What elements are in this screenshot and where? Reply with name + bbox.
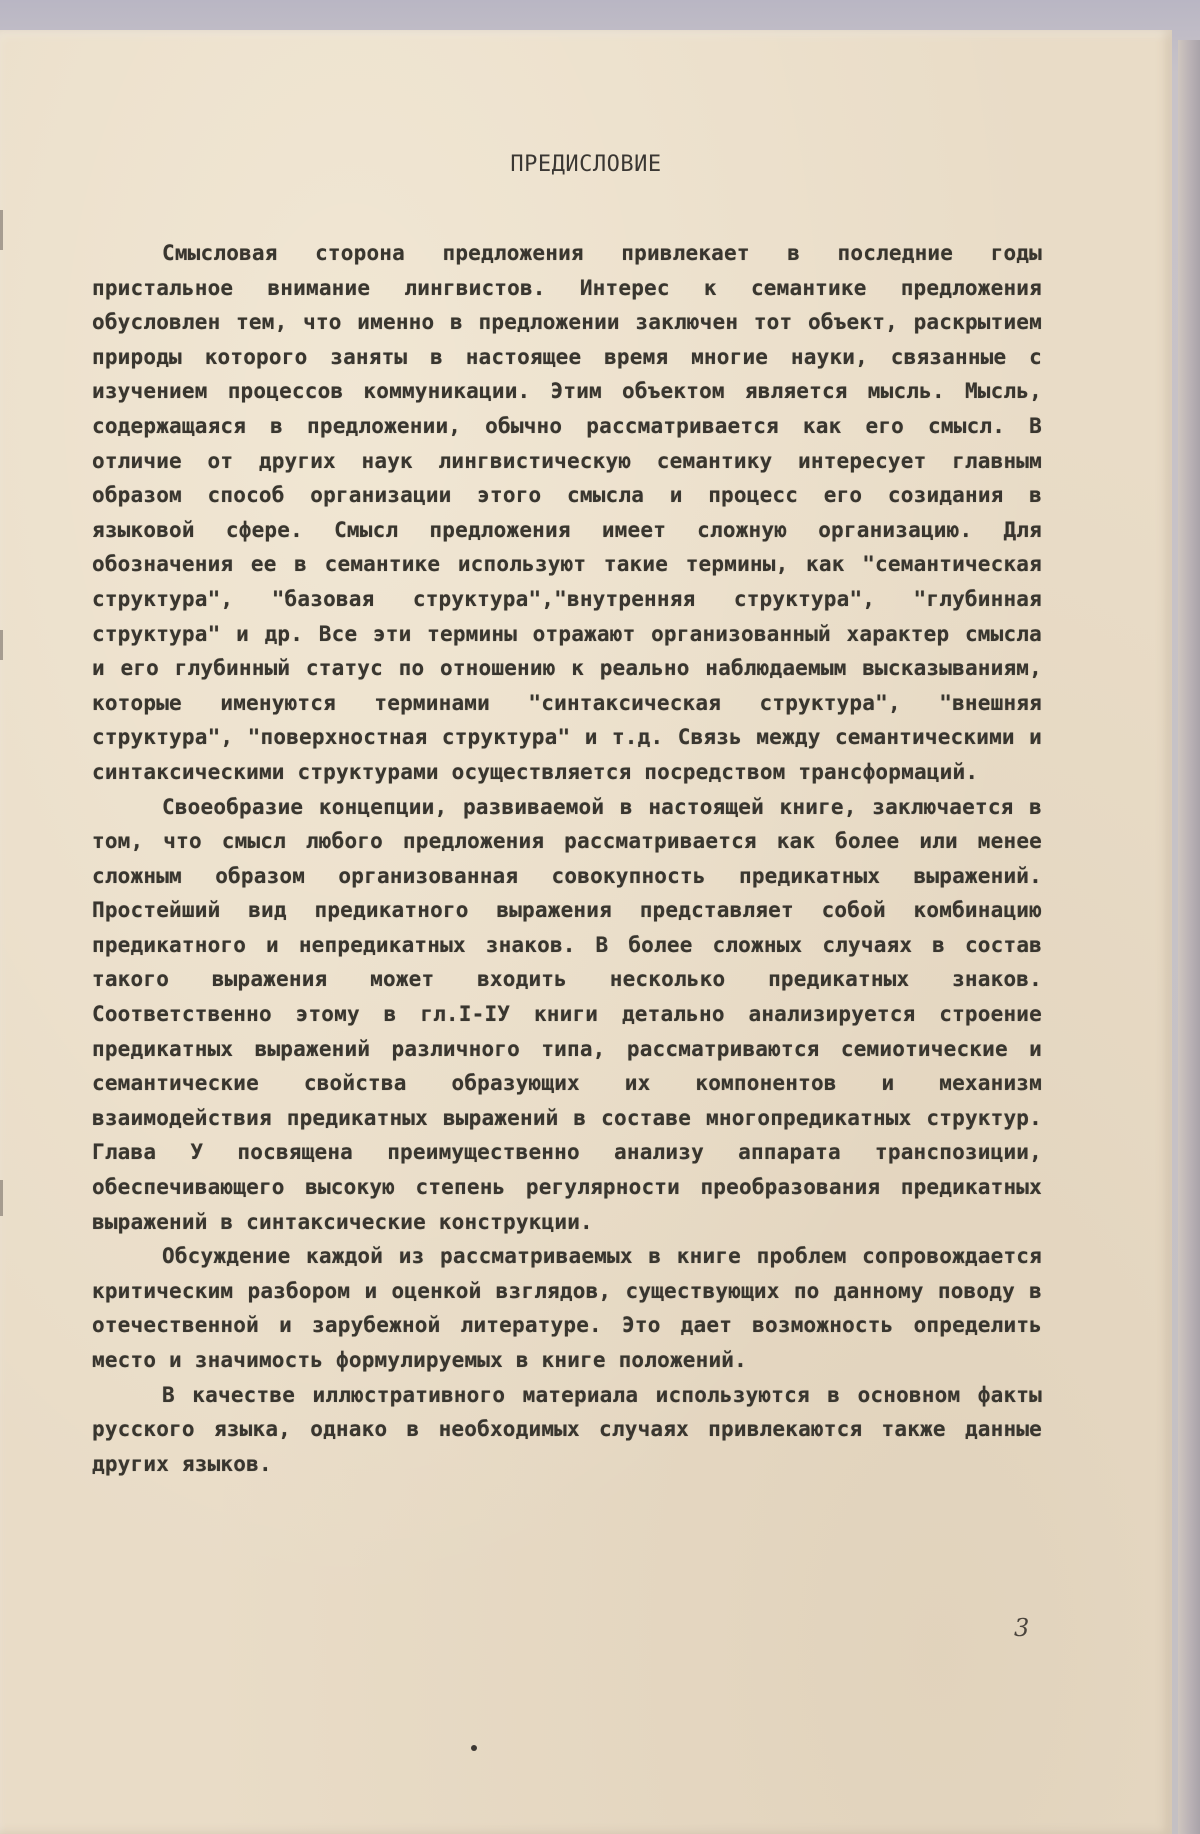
page-edge xyxy=(1178,40,1200,1834)
binding-mark xyxy=(0,630,3,660)
paragraph: Смысловая сторона предложения привлекает в последние годы пристальное внимание лингвистов. Интерес к семантике предложения обусловлен тем, что именно в предложении заключен тот объект, раскрытием природы которого заняты в настоящее время многие науки, связанные с изучением процессов коммуникации. Этим объектом является мысль. Мысль, содержащаяся в предложении, обычно рассматривается как его смысл. В отличие от других наук лингвистическую семантику интересует главным образом способ организации этого смысла и процесс его созидания в языковой сфере. Смысл предложения имеет сложную организацию. Для обозначения ее в семантике используют такие термины, как "семантическая структура", "базовая структура","внутренняя структура", "глубинная структура" и др. Все эти термины отражают организованный характер смысла и его глубинный статус по отношению к реально наблюдаемым высказываниям, которые именуются терминами "синтаксическая структура", "внешняя структура", "поверхностная структура" и т.д. Связь между семантическими и синтаксическими структурами осуществляется посредством трансформаций. xyxy=(92,241,1042,784)
page-number: 3 xyxy=(1014,1614,1030,1642)
ink-dot xyxy=(471,1745,477,1751)
binding-mark xyxy=(0,1180,3,1216)
paragraph: Обсуждение каждой из рассматриваемых в книге проблем сопровождается критическим разбором и оценкой взглядов, существующих по данному поводу в отечественной и зарубежной литературе. Это дает возможность определить место и значимость формулируемых в книге положений. xyxy=(92,1244,1042,1372)
body-text xyxy=(92,236,1042,1481)
page-title: ПРЕДИСЛОВИЕ xyxy=(510,152,662,177)
paragraph: Своеобразие концепции, развиваемой в настоящей книге, заключается в том, что смысл любого предложения рассматривается как более или менее сложным образом организованная совокупность предикатных выражений. Простейший вид предикатного выражения представляет собой комбинацию предикатного и непредикатных знаков. В более сложных случаях в состав такого выражения может входить несколько предикатных знаков. Соответственно этому в гл.I-IУ книги детально анализируется строение предикатных выражений различного типа, рассматриваются семиотические и семантические свойства образующих их компонентов и механизм взаимодействия предикатных выражений в составе многопредикатных структур. Глава У посвящена преимущественно анализу аппарата транспозиции, обеспечивающего высокую степень регулярности преобразования предикатных выражений в синтаксические конструкции. xyxy=(92,794,1042,1234)
binding-mark xyxy=(0,210,3,250)
paragraph: В качестве иллюстративного материала используются в основном факты русского языка, однако в необходимых случаях привлекаются также данные других языков. xyxy=(92,1382,1042,1476)
